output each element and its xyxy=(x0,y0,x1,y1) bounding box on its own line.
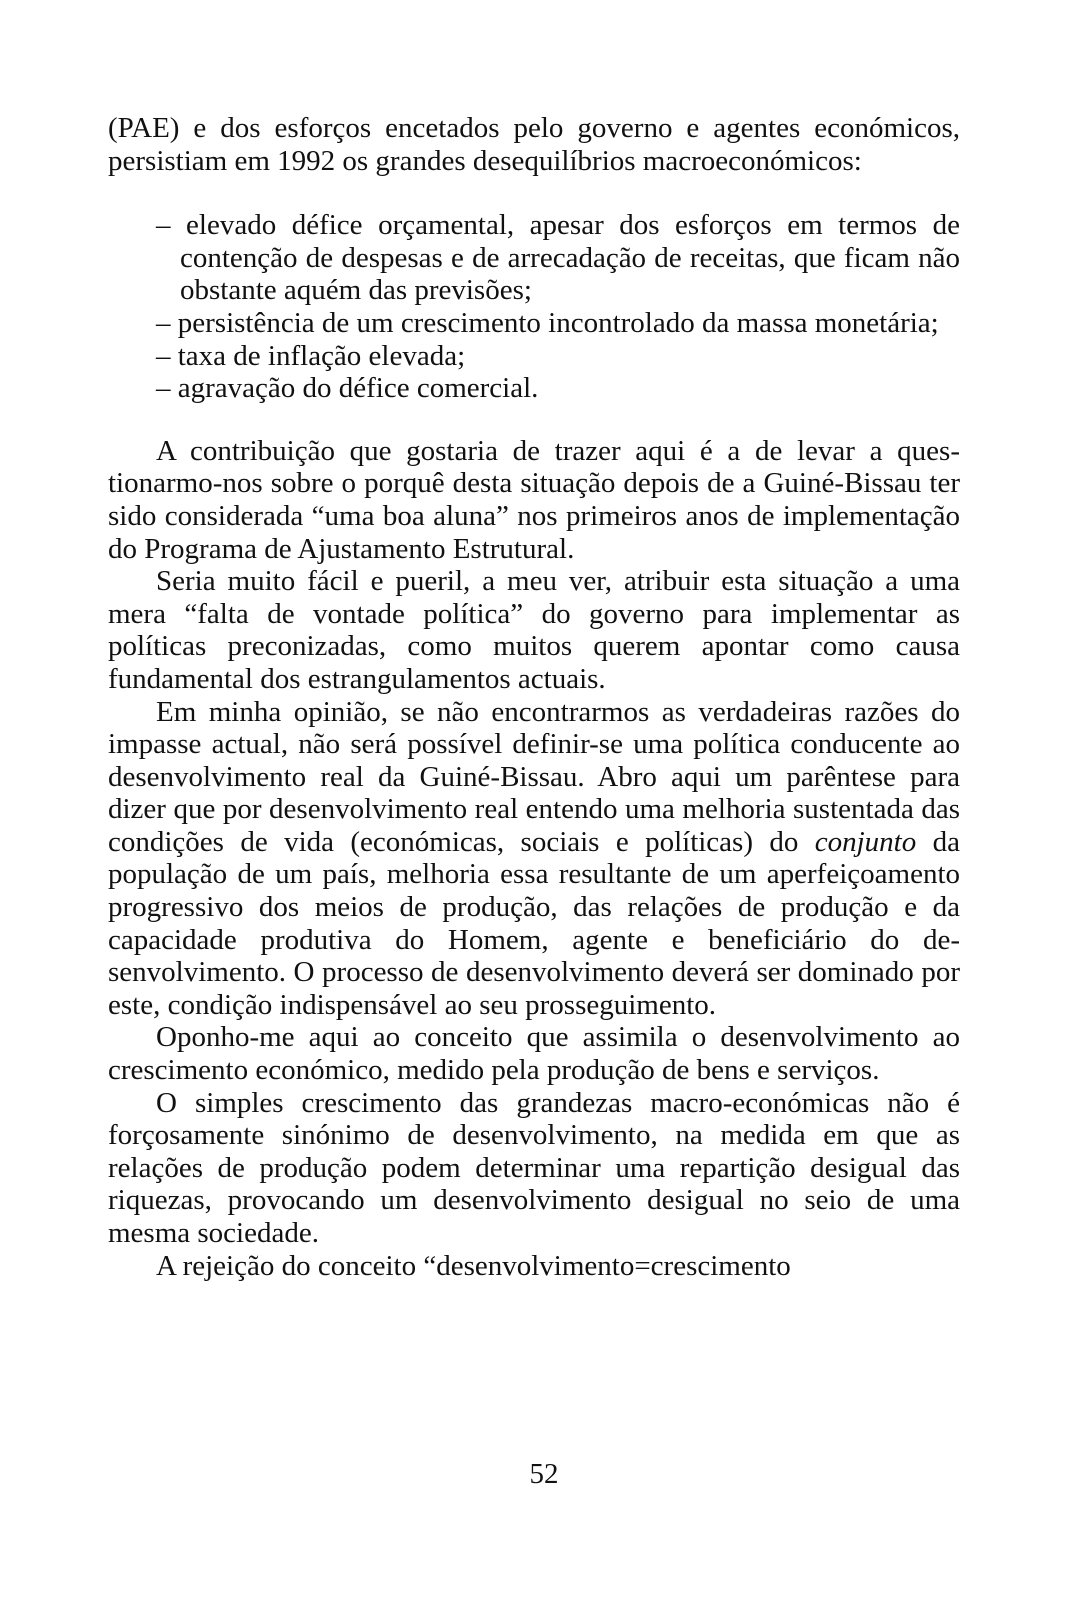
bullet-item: – agravação do défice comercial. xyxy=(156,372,539,405)
page-body xyxy=(108,112,960,1282)
body-paragraph: A contribuição que gostaria de trazer aqui é a de levar a questionarmo-nos sobre o porquê desta situação depois de a Guiné-Bissau ter sido considerada “uma boa aluna” nos primeiros anos de implementação do Programa de Ajustamento Estrutural. xyxy=(108,434,960,565)
body-paragraph: A rejeição do conceito “desenvolvimento=crescimento xyxy=(156,1249,791,1282)
body-paragraph: Oponho-me aqui ao conceito que assimila o desenvolvimento ao crescimento económico, medido pela produção de bens e serviços. xyxy=(108,1021,960,1087)
bullet-item: – taxa de inflação elevada; xyxy=(156,339,466,372)
body-paragraph-development xyxy=(108,696,960,1022)
bullet-item: – persistência de um crescimento incontrolado da massa monetária; xyxy=(156,306,939,339)
paragraph-continuation: da população de um país, melhoria essa resultante de um aperfeiçoamento progressivo dos meios de produção, das relações de produção e da capacidade produtiva do Homem, agente e beneficiário do desenvolvimento. O processo de desenvolvimento deverá ser dominado por este, condição indispensável ao seu prosseguimento. xyxy=(108,825,960,1021)
body-paragraph: O simples crescimento das grandezas macro-económicas não é forçosamente sinónimo de desenvolvimento, na medida em que as relações de produção podem determinar uma repartição desigual das riquezas, provocando um desenvolvimento desigual no seio de uma mesma sociedade. xyxy=(108,1086,960,1249)
intro-paragraph: (PAE) e dos esforços encetados pelo governo e agentes económicos, persistiam em 1992 os grandes desequilíbrios macroeconómicos: xyxy=(108,112,960,177)
bullet-item: – elevado défice orçamental, apesar dos esforços em termos de contenção de despesas e de arrecadação de receitas, que ficam não obstante aquém das previsões; xyxy=(156,209,960,307)
paragraph-text: Em minha opinião, se não encontrarmos as verdadeiras razões do impasse actual, não será possível definir-se uma política conducente ao desenvolvimento real da Guiné-Bissau. Abro aqui um parêntese para dizer que por desenvolvimento real entendo uma melhoria sustentada das condições de vida (económicas, sociais e políticas) do xyxy=(108,695,960,858)
italic-word: conjunto xyxy=(814,825,917,858)
page-number: 52 xyxy=(529,1458,559,1490)
body-paragraph: Seria muito fácil e pueril, a meu ver, atribuir esta situação a uma mera “falta de vontade política” do governo para implementar as políticas preconizadas, como muitos querem apontar como causa fundamental dos estrangulamentos actuais. xyxy=(108,565,960,695)
bullet-list xyxy=(108,209,960,405)
